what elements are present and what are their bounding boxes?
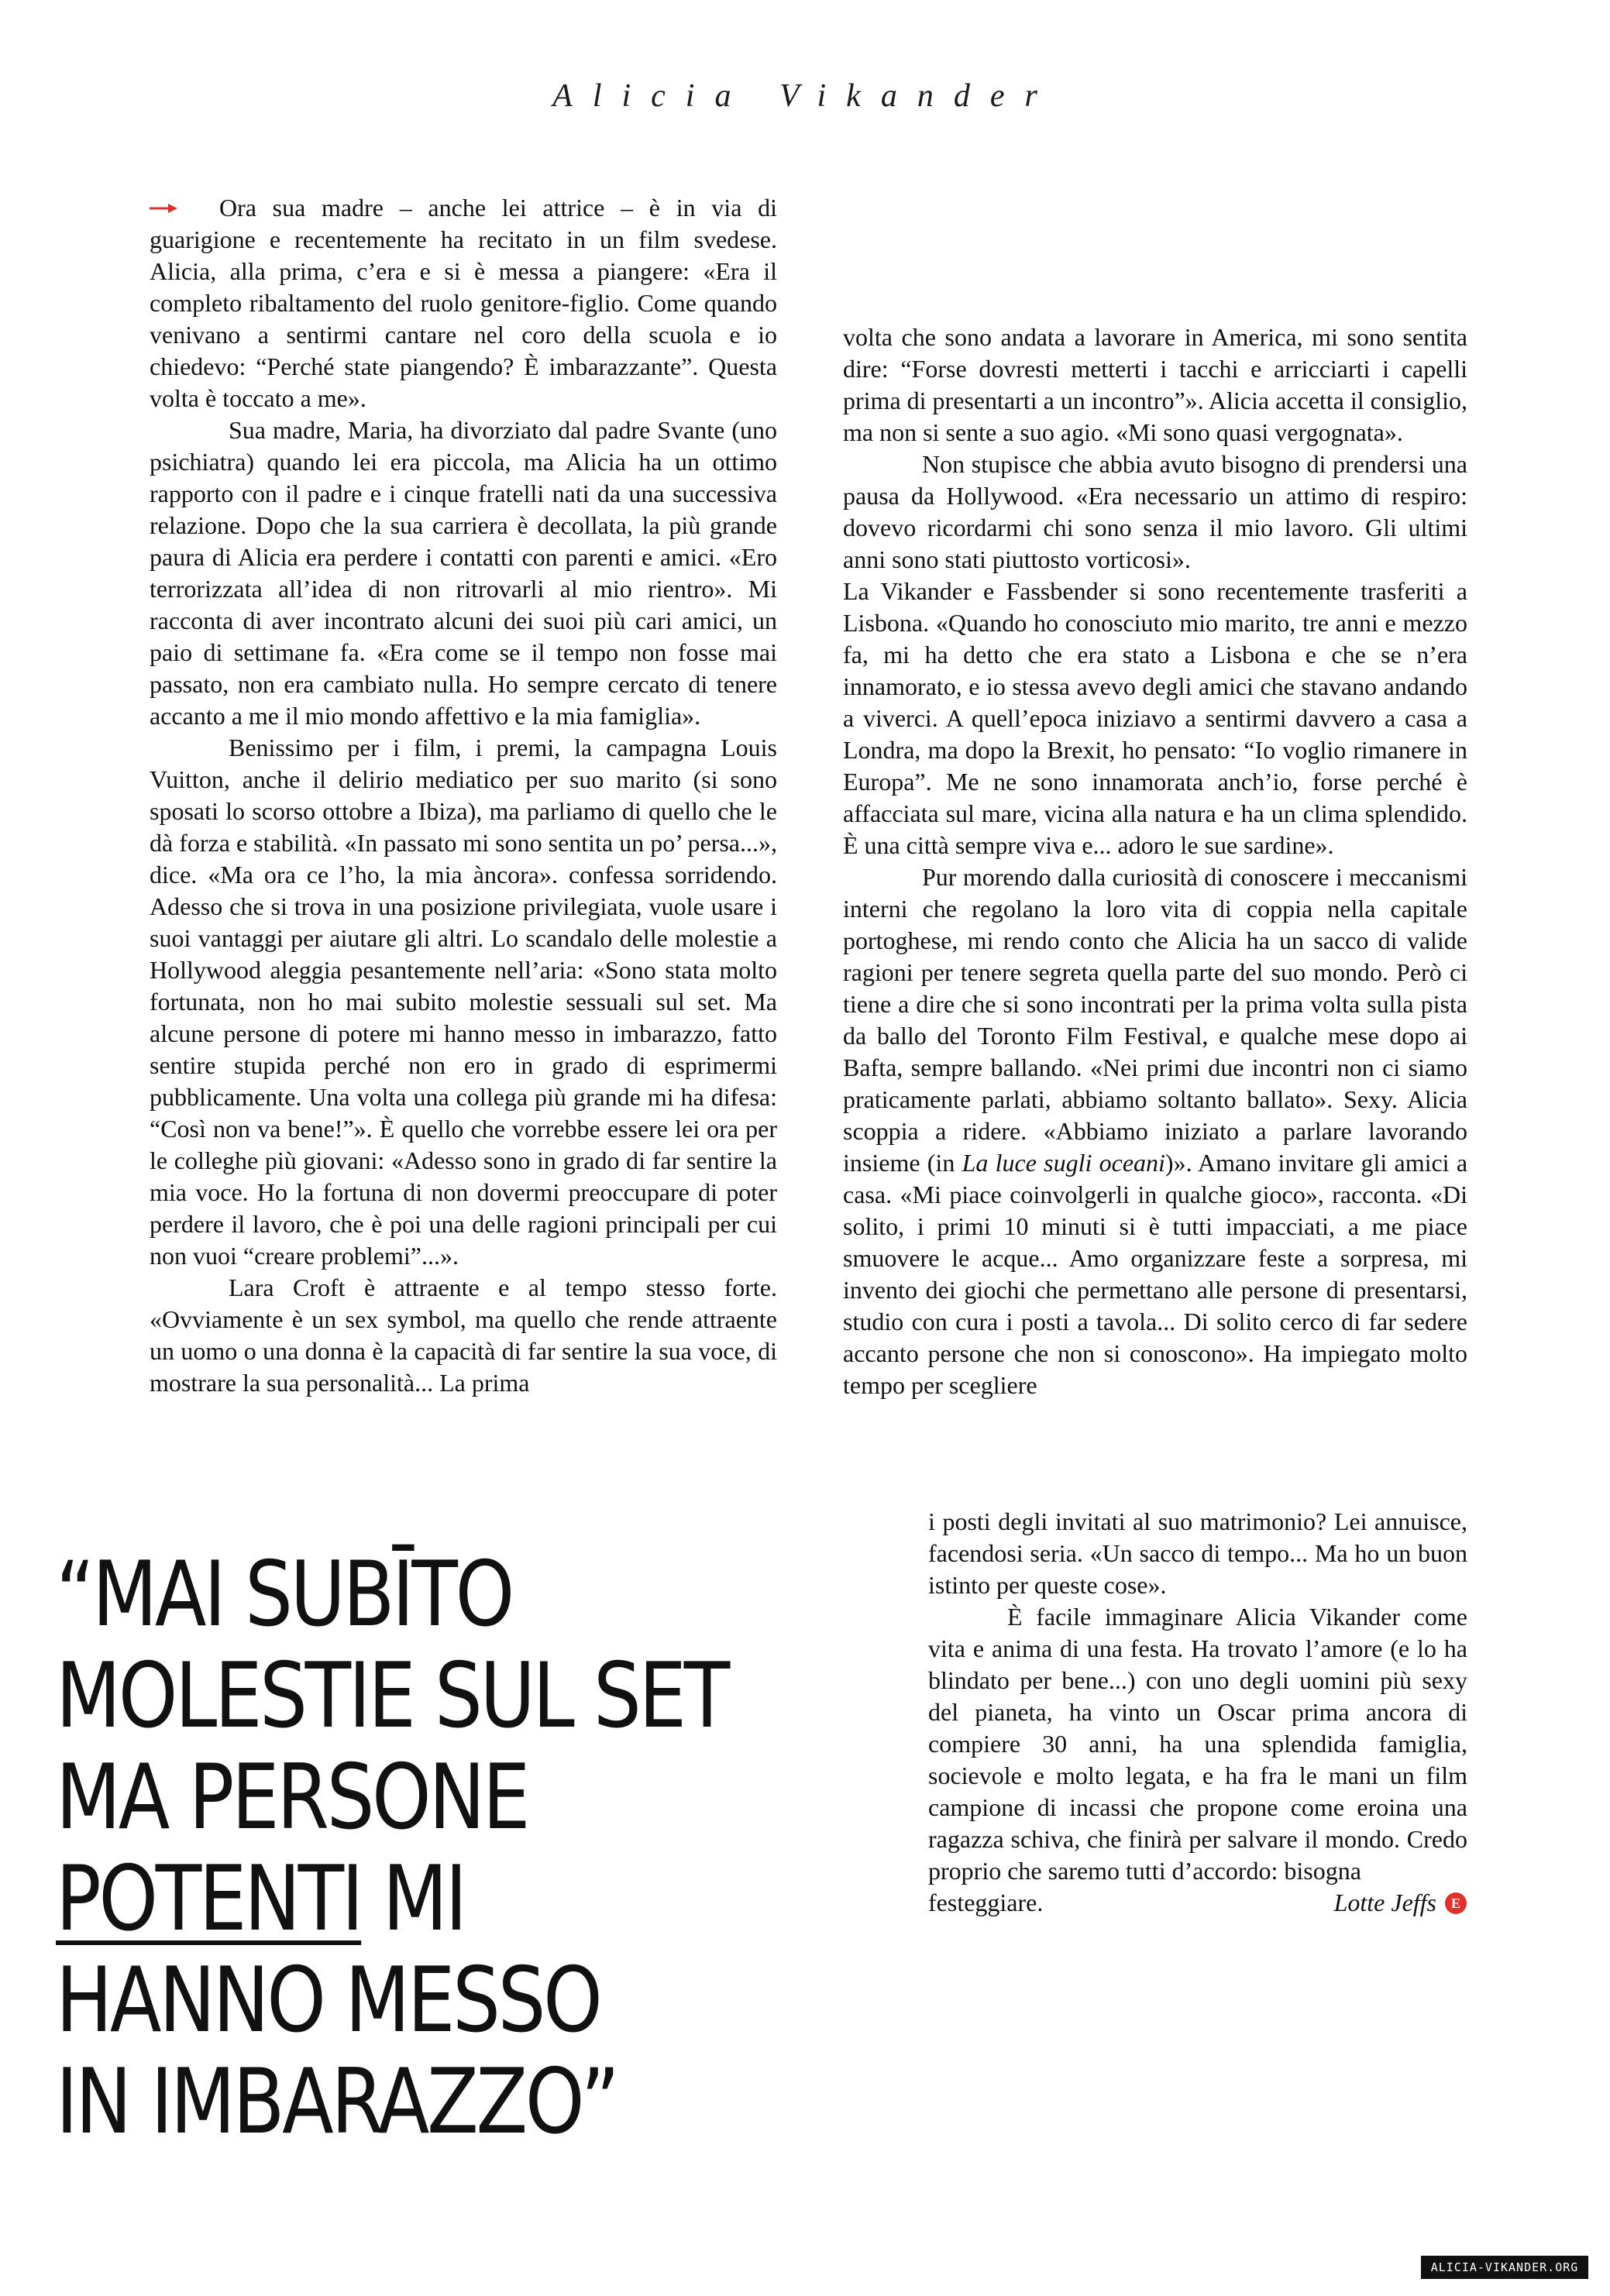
body-paragraph: volta che sono andata a lavorare in America, mi sono sentita dire: “Forse dovresti metterti i tacchi e arricciarti i capelli prima di presentarti a un incontro”». Alicia accetta il consiglio, ma non si sente a suo agio. «Mi sono quasi vergognata». bbox=[843, 323, 1467, 446]
body-paragraph: i posti degli invitati al suo matrimonio? Lei annuisce, facendosi seria. «Un sacco di tempo... Ma ho un buon istinto per queste cose». bbox=[928, 1507, 1467, 1599]
end-mark-letter: E bbox=[1450, 1895, 1461, 1911]
pull-quote-line: HANNO MESSO bbox=[56, 1948, 600, 2053]
pull-quote-text: MI bbox=[361, 1847, 465, 1951]
body-paragraph: Ora sua madre – anche lei attrice – è in via di guarigione e recentemente ha recitato in un film svedese. Alicia, alla prima, c’era e si è messa a piangere: «Era il completo ribaltamento del ruolo genitore-figlio. Come quando venivano a sentirmi cantare nel coro della scuola e io chiedevo: “Perché state piangendo? È imbarazzante”. Questa volta è toccato a me». bbox=[150, 194, 777, 412]
closing-line bbox=[928, 1887, 1467, 1919]
body-paragraph: Non stupisce che abbia avuto bisogno di prendersi una pausa da Hollywood. «Era necessario un attimo di respiro: dovevo ricordarmi chi sono senza il mio lavoro. Gli ultimi anni sono stati piuttosto vorticosi». bbox=[843, 450, 1467, 573]
body-paragraph: La Vikander e Fassbender si sono recentemente trasferiti a Lisbona. «Quando ho conosciuto mio marito, tre anni e mezzo fa, mi ha detto che era stato a Lisbona e che se n’era innamorato, e io stessa avevo degli amici che stavano andando a viverci. A quell’epoca iniziavo a sentirmi davvero a casa a Londra, ma dopo la Brexit, ho pensato: “Io voglio rimanere in Europa”. Me ne sono innamorata anch’io, forse perché è affacciata sul mare, vicina alla natura e ha un clima splendido. È una città sempre viva e... adoro le sue sardine». bbox=[843, 577, 1467, 859]
body-paragraph: Sua madre, Maria, ha divorziato dal padre Svante (uno psichiatra) quando lei era piccola, ma Alicia ha un ottimo rapporto con il padre e i cinque fratelli nati da una successiva relazione. Dopo che la sua carriera è decollata, la più grande paura di Alicia era perdere i contatti con parenti e amici. «Ero terrorizzata all’idea di non ritrovarli al mio rientro». Mi racconta di aver incontrato alcuni dei suoi più cari amici, un paio di settimane fa. «Era come se il tempo non fosse mai passato, non era cambiato nulla. Ho sempre cercato di tenere accanto a me il mio mondo affettivo e la mia famiglia». bbox=[150, 416, 777, 730]
pull-quote-line: IN IMBARAZZO” bbox=[56, 2050, 618, 2154]
pull-quote-line: MOLESTIE SUL SET bbox=[56, 1644, 728, 1748]
pull-quote-line: MA PERSONE bbox=[56, 1745, 528, 1850]
body-paragraph: È facile immaginare Alicia Vikander come vita e anima di una festa. Ha trovato l’amore (e lo ha blindato per bene...) con uno degli uomini più sexy del pianeta, ha vinto un Oscar prima ancora di compiere 30 anni, ha una splendida famiglia, socievole e molto legata, e ha fra le mani un film campione di incassi che propone come eroina una ragazza schiva, che finirà per salvare il mondo. Credo proprio che saremo tutti d’accordo: bisogna bbox=[928, 1603, 1467, 1885]
film-title: La luce sugli oceani bbox=[962, 1149, 1165, 1177]
body-paragraph: Lara Croft è attraente e al tempo stesso forte. «Ovviamente è un sex symbol, ma quello che rende attraente un uomo o una donna è la capacità di far sentire la sua voce, di mostrare la sua personalità... La prima bbox=[150, 1273, 777, 1397]
body-text: )». Amano invitare gli amici a casa. «Mi piace coinvolgerli in qualche gioco», racconta. «Di solito, i primi 10 minuti si è tutti impacciati, a me piace smuovere le acque... Amo organizzare feste a sorpresa, mi invento dei giochi che permettano alle persone di presentarsi, studio con cura i posti a tavola... Di solito cerco di far sedere accanto persone che non si conoscono». Ha impiegato molto tempo per scegliere bbox=[843, 1149, 1467, 1399]
magazine-end-mark-icon bbox=[1444, 1892, 1467, 1915]
running-head: Alicia Vikander bbox=[552, 78, 1058, 114]
pull-quote-line: “MAI SUBĪTO bbox=[56, 1542, 512, 1647]
body-paragraph: Benissimo per i film, i premi, la campagna Louis Vuitton, anche il delirio mediatico per suo marito (si sono sposati lo scorso ottobre a Ibiza), ma parliamo di quello che le dà forza e stabilità. «In passato mi sono sentita un po’ persa...», dice. «Ma ora ce l’ho, la mia àncora». confessa sorridendo. Adesso che si trova in una posizione privilegiata, vuole usare i suoi vantaggi per aiutare gli altri. Lo scandalo delle molestie a Hollywood aleggia pesantemente nell’aria: «Sono stata molto fortunata, non ho mai subito molestie sessuali sul set. Ma alcune persone di potere mi hanno messo in imbarazzo, fatto sentire stupida perché non ero in grado di esprimermi pubblicamente. Una volta una collega più grande mi ha difesa: “Così non va bene!”». È quello che vorrebbe essere lei ora per le colleghe più giovani: «Adesso sono in grado di far sentire la mia voce. Ho la fortuna di non dovermi preoccupare di poter perdere il lavoro, che è poi una delle ragioni principali per cui non vuoi “creare problemi”...». bbox=[150, 734, 777, 1270]
right-column-upper bbox=[843, 321, 1467, 1507]
right-column-lower bbox=[928, 1506, 1467, 1971]
byline: Lotte Jeffs bbox=[1333, 1889, 1436, 1916]
body-text: Pur morendo dalla curiosità di conoscere i meccanismi interni che regolano la loro vita di coppia nella capitale portoghese, mi rendo conto che Alicia ha un sacco di valide ragioni per tenere segreta quella parte del suo mondo. Però ci tiene a dire che si sono incontrati per la prima volta sulla pista da ballo del Toronto Film Festival, e qualche mese dopo ai Bafta, sempre ballando. «Nei primi due incontri non ci siamo praticamente parlati, abbiamo soltanto ballato». Sexy. Alicia scoppia a ridere. «Abbiamo iniziato a parlare lavorando insieme (in bbox=[843, 863, 1467, 1177]
watermark: ALICIA-VIKANDER.ORG bbox=[1421, 2256, 1588, 2279]
right-arrow-icon bbox=[150, 203, 177, 214]
pull-quote bbox=[56, 1544, 765, 2153]
body-paragraph bbox=[843, 861, 1467, 1401]
pull-quote-underlined-word: POTENTI bbox=[56, 1847, 362, 1951]
signature bbox=[1334, 1887, 1467, 1919]
left-column bbox=[150, 192, 777, 1509]
closing-word: festeggiare. bbox=[928, 1889, 1044, 1916]
pull-quote-line bbox=[56, 1848, 765, 1950]
